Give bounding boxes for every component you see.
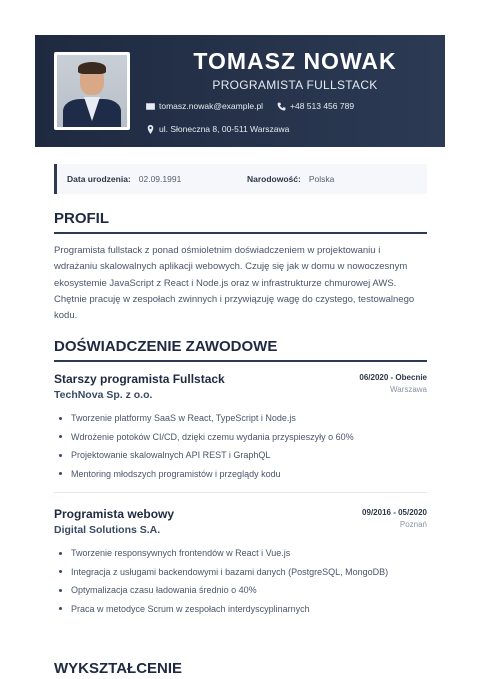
profile-summary: Programista fullstack z ponad ośmioletnim doświadczeniem w projektowaniu i wdrażaniu skalowalnych aplikacji webowych. Czuję się jak w domu w nowoczesnym ekosystemie JavaScript z React i Node.js oraz w infrastrukturze chmurowej AWS. Chętnie pracuję w zespołach zwinnych i przywiązuję wagę do czystego, testowalnego kodu. [54, 245, 415, 322]
nationality [247, 174, 334, 184]
experience-heading: DOŚWIADCZENIE ZAWODOWE [54, 338, 427, 362]
job-divider [54, 492, 427, 493]
nationality-value: Polska [308, 174, 335, 184]
job-title: Starszy programista Fullstack [54, 372, 225, 386]
birth-date-value: 02.09.1991 [138, 174, 182, 184]
job-company: TechNova Sp. z o.o. [54, 389, 153, 401]
birth-date [67, 174, 181, 184]
map-pin-icon [146, 125, 155, 134]
job-duties [54, 544, 427, 618]
duty-item: Mentoring młodszych programistów i przeglądy kodu [54, 465, 427, 484]
mail-icon [146, 102, 155, 111]
job-dates: 06/2020 - Obecnie [359, 373, 427, 382]
phone-text: +48 513 456 789 [290, 101, 355, 111]
job-location: Warszawa [389, 385, 427, 394]
address-text: ul. Słoneczna 8, 00-511 Warszawa [159, 124, 290, 134]
phone-icon [277, 102, 286, 111]
job-entry [54, 507, 427, 618]
education-heading: WYKSZTAŁCENIE [54, 660, 427, 679]
duty-item: Tworzenie responsywnych frontendów w React i Vue.js [54, 544, 427, 563]
job-company: Digital Solutions S.A. [54, 524, 161, 536]
contact-phone[interactable] [277, 101, 354, 111]
contact-address [146, 124, 289, 134]
personal-info-bar [54, 164, 427, 194]
email-text: tomasz.nowak@example.pl [159, 101, 264, 111]
duty-item: Optymalizacja czasu ładowania średnio o 40% [54, 581, 427, 600]
duty-item: Projektowanie skalowalnych API REST i GraphQL [54, 446, 427, 465]
duty-item: Integracja z usługami backendowymi i bazami danych (PostgreSQL, MongoDB) [54, 563, 427, 582]
birth-date-label: Data urodzenia: [67, 174, 131, 184]
profile-heading: PROFIL [54, 210, 427, 234]
job-title: Programista webowy [54, 507, 175, 521]
duty-item: Praca w metodyce Scrum w zespołach interdyscyplinarnych [54, 600, 427, 619]
job-dates: 09/2016 - 05/2020 [362, 508, 427, 517]
candidate-title: PROGRAMISTA FULLSTACK [212, 78, 378, 92]
resume-header [35, 35, 445, 147]
job-entry [54, 372, 427, 483]
job-location: Poznań [399, 520, 427, 529]
nationality-label: Narodowość: [247, 174, 301, 184]
duty-item: Wdrożenie potoków CI/CD, dzięki czemu wydania przyspieszyły o 60% [54, 428, 427, 447]
job-duties [54, 409, 427, 483]
candidate-name: TOMASZ NOWAK [193, 48, 397, 74]
duty-item: Tworzenie platformy SaaS w React, TypeScript i Node.js [54, 409, 427, 428]
profile-photo [54, 52, 130, 130]
contact-email[interactable] [146, 101, 263, 111]
